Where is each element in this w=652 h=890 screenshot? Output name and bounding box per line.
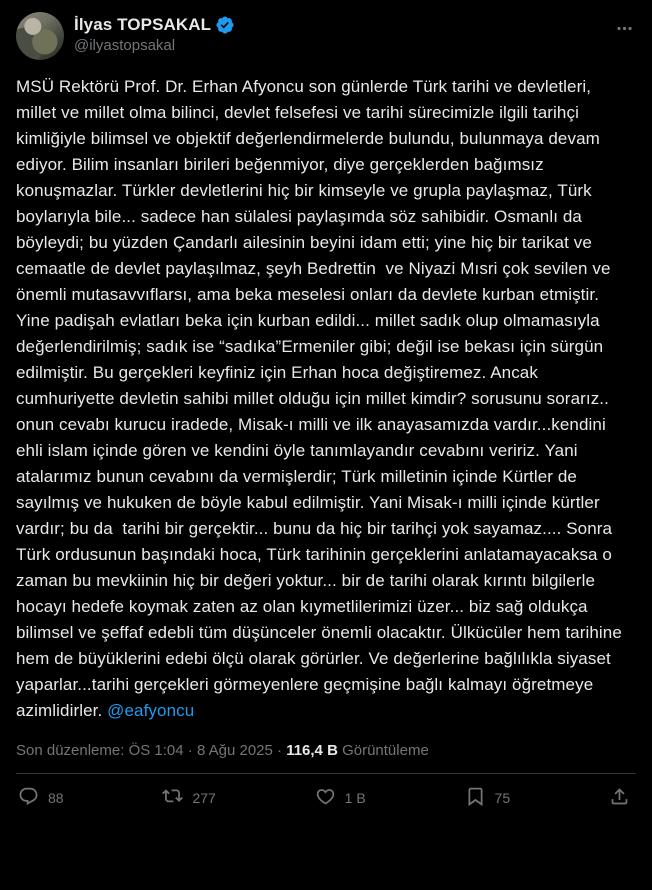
share-icon — [609, 786, 630, 810]
author-block — [74, 12, 235, 54]
author-handle[interactable]: @ilyastopsakal — [74, 37, 176, 54]
author-display-name[interactable]: İlyas TOPSAKAL — [74, 14, 212, 34]
action-bar — [16, 774, 636, 822]
avatar[interactable] — [16, 12, 64, 60]
tweet-text — [16, 74, 636, 724]
share-button[interactable] — [609, 786, 630, 810]
bookmark-count: 75 — [494, 790, 511, 806]
bookmark-button[interactable] — [465, 786, 511, 810]
like-button[interactable] — [315, 786, 366, 810]
tweet-header — [16, 12, 636, 60]
heart-icon — [315, 786, 336, 810]
repost-button[interactable] — [162, 786, 215, 810]
tweet-meta — [16, 742, 636, 759]
views-label: Görüntüleme — [337, 742, 429, 759]
repost-icon — [162, 786, 183, 810]
bookmark-icon — [465, 786, 486, 810]
more-ellipsis-icon[interactable] — [612, 16, 636, 40]
reply-icon — [18, 786, 39, 810]
edited-timestamp: Son düzenleme: ÖS 1:04 · 8 Ağu 2025 · — [16, 742, 287, 759]
reply-count: 88 — [48, 790, 64, 806]
tweet-text-main: MSÜ Rektörü Prof. Dr. Erhan Afyoncu son günlerde Türk tarihi ve devletleri, millet ve millet olma bilinci, devlet felsefesi ve tarihi sürecimizle ilgili tarihçi kimliğiyle bilimsel ve objektif değerlendirmelerde bulundu, bulunmaya devam ediyor. Bilim insanları birileri beğenmiyor, diye gerçeklerden bağımsız konuşmazlar. Türkler devletlerini hiç bir kimseyle ve grupla paylaşmaz, Türk boylarıyla bile... sadece han sülalesi paylaşımda söz sahibidir. Osmanlı da böyleydi; bu yüzden Çandarlı ailesinin beyini idam etti; yine hiç bir tarikat ve cemaatle de devlet paylaşılmaz, şeyh Bedrettin ve Niyazi Mısri çok sevilen ve önemli mutasavvıflarsı, ama beka meselesi onları da devlete kurban etmiştir. Yine padişah evlatları beka için kurban edildi... millet sadık olup olmamasıyla değerlendirilmiş; sadık ise “sadıka”Ermeniler gibi; değil ise bekası için sürgün edilmiştir. Bu gerçekleri keyfiniz için Erhan hoca değiştiremez. Ancak cumhuriyette devletin sahibi millet olduğu için millet kimdir? sorusunu sorarız.. onun cevabı kurucu iradede, Misak-ı milli ve ilk anayasamızda vardır...kendini ehli islam içinde gören ve kendini öyle tanımlayandır cevabını veririz. Yani atalarımız bunun cevabını da vermişlerdir; Türk milletinin içinde Kürtler de sayılmış ve hukuken de böyle kabul edilmiştir. Yani Misak-ı milli içinde kürtler vardır; bu da tarihi bir gerçektir... bunu da hiç bir tarihçi yok sayamaz.... Sonra Türk ordusunun başındaki hoca, Türk tarihinin gerçeklerini anlatamayacaksa o zaman bu mevkiinin hiç bir değeri yoktur... bir de tarihi olarak kırıntı bilgilerle hocayı hedefe koymak zaten az olan kıymetlilerimizi üzer... biz sağ oldukça bilimsel ve şeffaf edebli tüm düşünceler önemli olacaktır. Ülkücüler hem tarihine hem de büyüklerini edebi ölçü olarak görürler. Ve değerlerine bağlılıkla siyaset yaparlar...tarihi gerçekleri görmeyenlere geçmişine bağlı kalmayı öğretmeye azimlidirler. — [16, 77, 627, 720]
reply-button[interactable] — [18, 786, 64, 810]
repost-count: 277 — [192, 790, 216, 806]
views-count: 116,4 B — [286, 742, 338, 759]
mention-link[interactable]: @eafyoncu — [107, 701, 195, 720]
verified-badge-icon — [215, 15, 235, 35]
like-count: 1 B — [344, 790, 366, 806]
